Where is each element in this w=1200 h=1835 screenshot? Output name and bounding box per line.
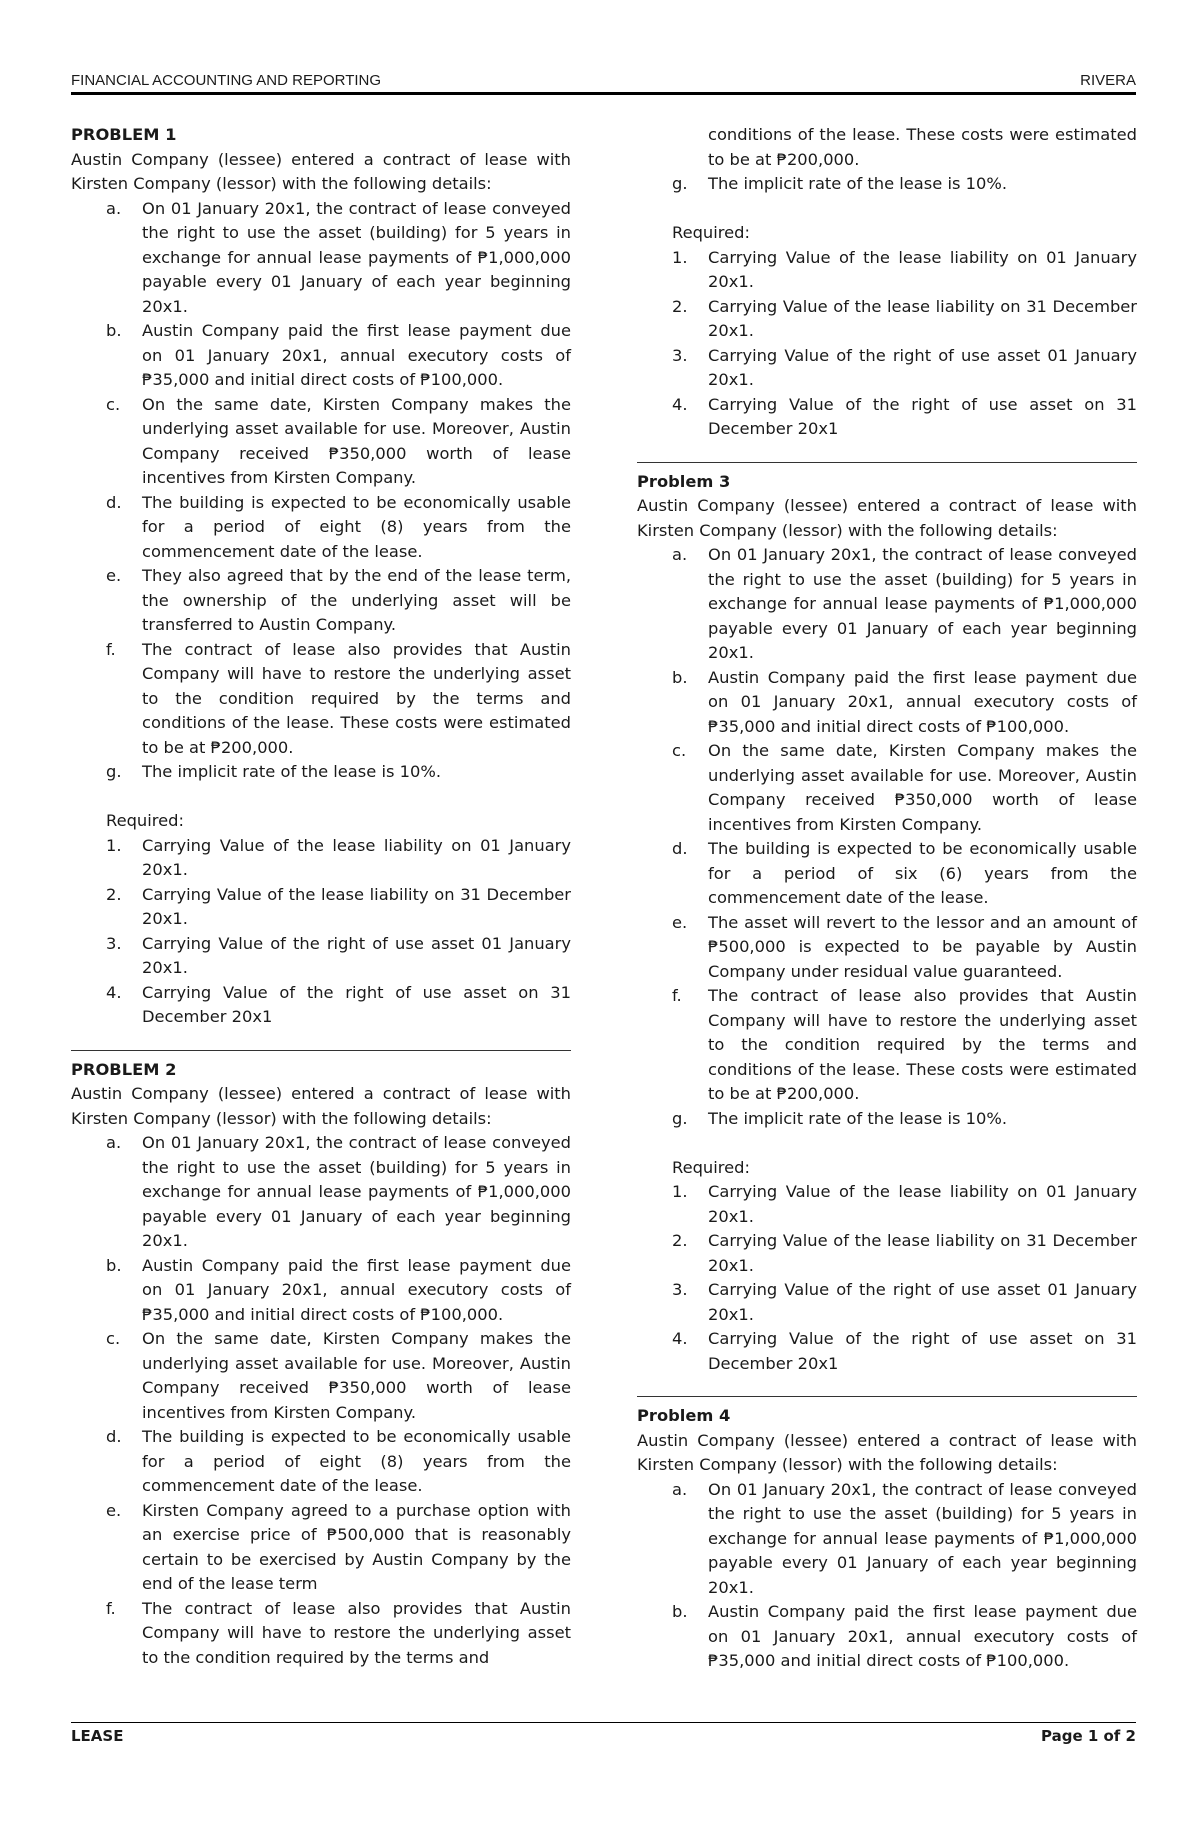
list-marker: e. [106,1500,122,1520]
list-item-text: The building is expected to be economically usable for a period of eight (8) years from the commencement date of the lease. [142,1427,571,1495]
list-item [637,1600,1137,1674]
list-item [71,1254,571,1328]
list-marker: 1. [106,835,122,855]
list-item-continued [637,123,1137,172]
list-marker: c. [106,1329,121,1348]
list-marker: a. [672,545,688,564]
list-marker: a. [106,1133,122,1152]
list-marker: d. [106,1427,122,1446]
required-item [637,295,1137,344]
list-marker: 3. [672,1280,688,1299]
list-item [71,1425,571,1499]
list-item [637,1107,1137,1132]
list-item-text: The building is expected to be economically usable for a period of six (6) years from the commencement date of the lease. [708,839,1137,907]
problem-2-title: PROBLEM 2 [71,1059,177,1079]
list-item [71,638,571,761]
list-item-text: Carrying Value of the lease liability on 31 December 20x1. [708,1231,1137,1275]
page-number: Page 1 of 2 [1041,1727,1136,1745]
list-item-text: The asset will revert to the lessor and an amount of ₱500,000 is expected to be payable by Austin Company under residual value guaranteed. [708,912,1137,981]
required-item [637,344,1137,393]
problem-4-intro: Austin Company (lessee) entered a contract of lease with Kirsten Company (lessor) with the following details: [637,1430,1137,1474]
problem-3-details [637,543,1137,1131]
list-marker: c. [672,741,687,760]
list-marker: g. [672,174,688,193]
list-item [637,984,1137,1107]
list-item-text: Carrying Value of the right of use asset 01 January 20x1. [708,345,1137,389]
header-author: RIVERA [1080,72,1136,89]
list-marker: b. [106,321,122,340]
list-item-text: Carrying Value of the lease liability on 31 December 20x1. [142,884,571,928]
list-item-text: The building is expected to be economically usable for a period of eight (8) years from the commencement date of the lease. [142,492,571,561]
list-item [71,319,571,393]
list-marker: 2. [672,1231,688,1250]
list-item [71,760,571,785]
list-marker: b. [106,1255,122,1275]
list-item [71,1597,571,1671]
list-item [71,1499,571,1597]
problem-3-title: Problem 3 [637,471,731,491]
list-marker: 2. [672,296,688,316]
list-marker: a. [106,198,122,218]
list-marker: 3. [672,345,688,365]
list-item [637,543,1137,666]
required-item [637,393,1137,442]
problem-1-title: PROBLEM 1 [71,125,177,144]
list-marker: g. [672,1108,688,1128]
list-item-text: Austin Company paid the first lease payment due on 01 January 20x1, annual executory costs of ₱35,000 and initial direct costs of ₱100,000. [142,1255,571,1324]
problem-3 [637,470,1137,1377]
list-item [637,666,1137,740]
list-marker: e. [672,912,688,932]
list-item-text: On the same date, Kirsten Company makes the underlying asset available for use. Moreover, Austin Company received ₱350,000 worth of lease incentives from Kirsten Company. [142,394,571,487]
list-item [71,197,571,320]
list-item-text: Carrying Value of the right of use asset 01 January 20x1. [142,933,571,977]
list-item-text: They also agreed that by the end of the lease term, the ownership of the underlying asset will be transferred to Austin Company. [142,566,571,634]
list-item-text: Carrying Value of the right of use asset on 31 December 20x1 [142,982,571,1026]
list-marker: f. [106,639,116,659]
list-item-text: Carrying Value of the right of use asset on 31 December 20x1 [708,394,1137,438]
list-marker: 4. [106,982,122,1002]
list-marker: d. [672,839,688,858]
list-item-text: Austin Company paid the first lease payment due on 01 January 20x1, annual executory costs of ₱35,000 and initial direct costs of ₱100,000. [708,1602,1137,1670]
required-item [637,1278,1137,1327]
problem-1 [71,123,571,1030]
list-item [71,491,571,565]
section-divider [71,1050,571,1051]
problem-2-intro: Austin Company (lessee) entered a contract of lease with Kirsten Company (lessor) with the following details: [71,1084,571,1128]
list-item-text: Carrying Value of the right of use asset on 31 December 20x1 [708,1329,1137,1373]
list-item-text: Kirsten Company agreed to a purchase option with an exercise price of ₱500,000 that is reasonably certain to be exercised by Austin Company by the end of the lease term [142,1500,571,1593]
page-footer [71,1727,1136,1749]
list-item-text: On the same date, Kirsten Company makes the underlying asset available for use. Moreover, Austin Company received ₱350,000 worth of lease incentives from Kirsten Company. [142,1329,571,1422]
problem-3-required-label: Required: [672,1157,750,1177]
required-item [637,246,1137,295]
list-item [71,393,571,491]
list-item-text: On 01 January 20x1, the contract of lease conveyed the right to use the asset (building) for 5 years in exchange for annual lease payments of ₱1,000,000 payable every 01 January of each year beginning 20x1. [708,1479,1137,1597]
list-marker: c. [106,394,121,414]
left-column [71,123,571,1670]
problem-2-continued [637,123,1137,442]
list-marker: f. [672,986,682,1005]
right-column [637,123,1137,1674]
list-item [71,1131,571,1254]
problem-2-required-label: Required: [672,223,750,242]
page-header [71,72,1136,94]
list-item [637,837,1137,911]
list-item-text: The contract of lease also provides that Austin Company will have to restore the underlying asset to the condition required by the terms and conditions of the lease. These costs were estimated to be at ₱200,000. [708,986,1137,1103]
problem-1-required-list [71,834,571,1030]
problem-4 [637,1404,1137,1674]
required-item [637,1180,1137,1229]
list-item-text: conditions of the lease. These costs were estimated to be at ₱200,000. [708,125,1137,169]
list-item-text: Austin Company paid the first lease payment due on 01 January 20x1, annual executory costs of ₱35,000 and initial direct costs of ₱100,000. [142,321,571,389]
problem-1-required-label: Required: [106,811,184,830]
list-item-text: Carrying Value of the lease liability on 01 January 20x1. [708,247,1137,291]
problem-1-details [71,197,571,785]
list-marker: 1. [672,247,688,267]
list-marker: 4. [672,394,688,414]
list-marker: b. [672,1602,688,1621]
footer-topic: LEASE [71,1727,124,1745]
required-item [71,883,571,932]
list-item [637,739,1137,837]
list-item-text: On 01 January 20x1, the contract of lease conveyed the right to use the asset (building) for 5 years in exchange for annual lease payments of ₱1,000,000 payable every 01 January of each year beginning 20x1. [142,198,571,316]
required-item [71,981,571,1030]
problem-2-details [71,1131,571,1670]
section-divider [637,462,1137,463]
list-item-text: The implicit rate of the lease is 10%. [142,762,442,781]
list-item [637,911,1137,985]
list-item [637,1478,1137,1601]
list-item-text: On 01 January 20x1, the contract of lease conveyed the right to use the asset (building) for 5 years in exchange for annual lease payments of ₱1,000,000 payable every 01 January of each year beginning 20x1. [708,545,1137,662]
section-divider [637,1396,1137,1397]
problem-4-details [637,1478,1137,1674]
list-item-text: The implicit rate of the lease is 10%. [708,174,1008,193]
list-marker: f. [106,1598,116,1618]
list-marker: 4. [672,1329,688,1348]
list-item [71,1327,571,1425]
footer-rule [71,1722,1136,1723]
list-marker: g. [106,762,122,781]
list-marker: b. [672,667,688,687]
list-item-text: On the same date, Kirsten Company makes the underlying asset available for use. Moreover, Austin Company received ₱350,000 worth of lease incentives from Kirsten Company. [708,741,1137,834]
list-item-text: The contract of lease also provides that Austin Company will have to restore the underlying asset to the condition required by the terms and [142,1598,571,1667]
list-marker: d. [106,492,122,512]
list-item-text: The implicit rate of the lease is 10%. [708,1108,1008,1128]
list-marker: a. [672,1479,688,1499]
list-item-text: Carrying Value of the right of use asset 01 January 20x1. [708,1280,1137,1324]
problem-2 [71,1058,571,1671]
list-item-text: Carrying Value of the lease liability on 01 January 20x1. [142,835,571,879]
list-marker: e. [106,566,122,585]
list-item-text: Carrying Value of the lease liability on 31 December 20x1. [708,296,1137,340]
required-item [71,932,571,981]
required-item [637,1229,1137,1278]
list-item-text: Carrying Value of the lease liability on 01 January 20x1. [708,1182,1137,1226]
list-marker: 1. [672,1182,688,1201]
required-item [637,1327,1137,1376]
header-rule [71,92,1136,95]
list-item [71,564,571,638]
problem-1-intro: Austin Company (lessee) entered a contract of lease with Kirsten Company (lessor) with the following details: [71,149,571,193]
problem-3-required-list [637,1180,1137,1376]
header-course-title: FINANCIAL ACCOUNTING AND REPORTING [71,72,382,89]
list-item-text: Austin Company paid the first lease payment due on 01 January 20x1, annual executory costs of ₱35,000 and initial direct costs of ₱100,000. [708,667,1137,736]
problem-2-required-list [637,246,1137,442]
problem-3-intro: Austin Company (lessee) entered a contract of lease with Kirsten Company (lessor) with the following details: [637,496,1137,540]
list-marker: 3. [106,933,122,953]
list-marker: 2. [106,884,122,904]
required-item [71,834,571,883]
list-item [637,172,1137,197]
problem-2-details-continued [637,123,1137,197]
list-item-text: On 01 January 20x1, the contract of lease conveyed the right to use the asset (building) for 5 years in exchange for annual lease payments of ₱1,000,000 payable every 01 January of each year beginning 20x1. [142,1133,571,1250]
problem-4-title: Problem 4 [637,1406,731,1425]
list-item-text: The contract of lease also provides that Austin Company will have to restore the underlying asset to the condition required by the terms and conditions of the lease. These costs were estimated to be at ₱200,000. [142,639,571,757]
